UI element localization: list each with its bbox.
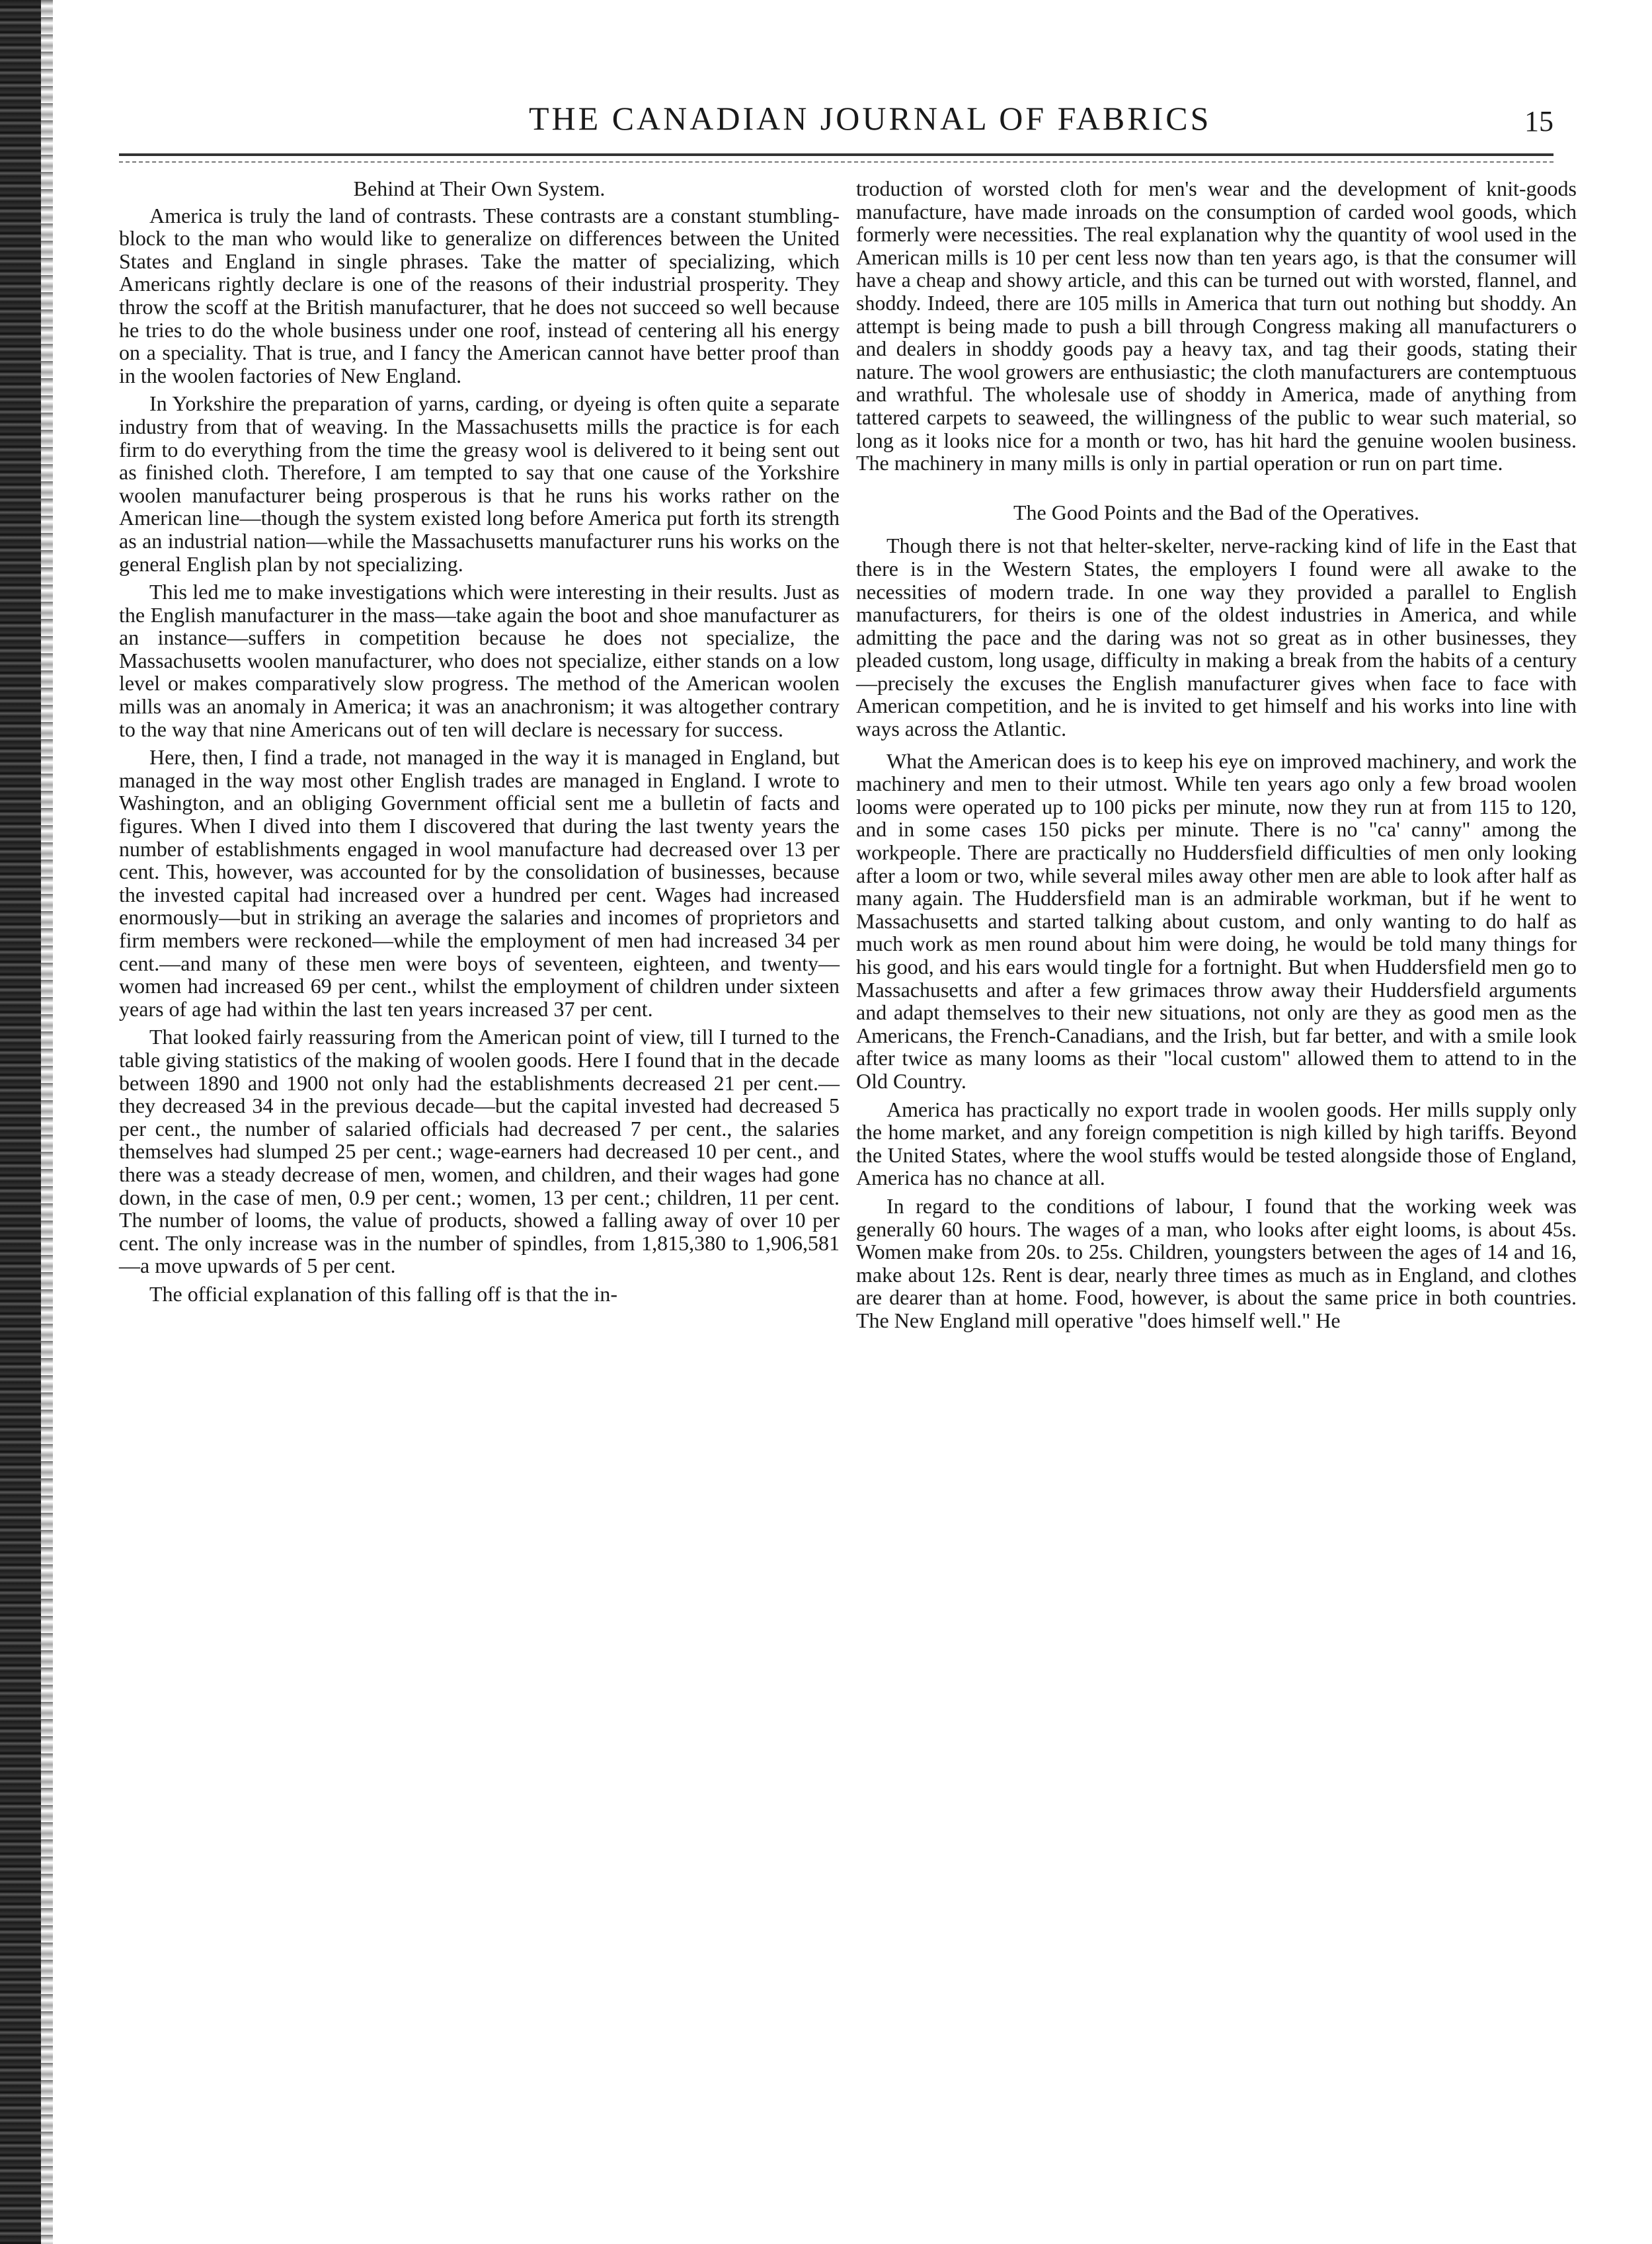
section-heading-operatives: The Good Points and the Bad of the Operatives. <box>1013 500 1420 524</box>
header-rule-dashed <box>119 161 1554 163</box>
page-number: 15 <box>1524 105 1554 138</box>
paragraph: America has practically no export trade in woolen goods. Her mills supply only the home market, and any foreign competition is nigh killed by high tariffs. Beyond the United States, where the wool stuffs would be tested alongside those of England, America has no chance at all. <box>856 1097 1577 1190</box>
paragraph-continuation: troduction of worsted cloth for men's wear and the development of knit-goods manufacture, have made inroads on the consumption of carded wool goods, which formerly were necessities. The real explanation why the quantity of wool used in the American mills is 10 per cent less now than ten years ago, is that the consumer will have a cheap and showy article, and this can be turned out with worsted, flannel, and shoddy. Indeed, there are 105 mills in America that turn out nothing but shoddy. An attempt is being made to push a bill through Congress making all manufacturers o and dealers in shoddy goods pay a heavy tax, and tag their goods, stating their nature. The wool growers are enthusiastic; the cloth manufacturers are contemptuous and wrathful. The wholesale use of shoddy in America, made of anything from tattered carpets to seaweed, the willingness of the public to wear such material, so long as it looks nice for a month or two, has hit hard the genuine woolen business. The machinery in many mills is only in partial operation or run on part time. <box>856 177 1577 475</box>
running-head <box>119 99 1554 152</box>
scan-binding-edge <box>0 0 41 2244</box>
left-column <box>119 177 840 1311</box>
section-heading-behind: Behind at Their Own System. <box>353 177 606 200</box>
paragraph: In regard to the conditions of labour, I found that the working week was generally 60 hours. The wages of a man, who looks after eight looms, is about 45s. Women make from 20s. to 25s. Children, youngsters between the ages of 14 and 16, make about 12s. Rent is dear, nearly three times as much as in England, and clothes are dearer than at home. Food, however, is about the same price in both countries. The New England mill operative "does himself well." He <box>856 1193 1577 1332</box>
paragraph: America is truly the land of contrasts. These contrasts are a constant stumbling-block to the man who would like to generalize on differences between the United States and England in single phrases. Take the matter of specializing, which Americans rightly declare is one of the reasons of their industrial prosperity. They throw the scoff at the British manufacturer, that he does not succeed so well because he tries to do the whole business under one roof, instead of centering all his energy on a speciality. That is true, and I fancy the American cannot have better proof than in the woolen factories of New England. <box>119 203 840 387</box>
right-column <box>856 177 1577 1338</box>
header-rule <box>119 153 1554 156</box>
paragraph: That looked fairly reassuring from the American point of view, till I turned to the table giving statistics of the making of woolen goods. Here I found that in the decade between 1890 and 1900 not only had the establishments decreased 21 per cent.—they decreased 34 in the previous decade—but the capital invested had decreased 5 per cent., the number of salaried officials had decreased 7 per cent., the salaries themselves had slumped 25 per cent.; wage-earners had decreased 10 per cent., and there was a steady decrease of men, women, and children, and their wages had gone down, in the case of men, 0.9 per cent.; women, 13 per cent.; children, 11 per cent. The number of looms, the value of products, showed a falling away of over 10 per cent. The only increase was in the number of spindles, from 1,815,380 to 1,906,581—a move upwards of 5 per cent. <box>119 1025 840 1278</box>
paragraph: Though there is not that helter-skelter, nerve-racking kind of life in the East that there is in the Western States, the employers I found were all awake to the necessities of modern trade. In one way they provided a parallel to English manufacturers, for theirs is one of the oldest industries in America, and while admitting the pace and the daring was not so great as in other businesses, they pleaded custom, long usage, difficulty in making a break from the habits of a century—precisely the excuses the English manufacturer gives when face to face with American competition, and he is invited to get himself and his works into line with ways across the Atlantic. <box>856 534 1577 741</box>
paragraph: This led me to make investigations which were interesting in their results. Just as the English manufacturer in the mass—take again the boot and shoe manufacturer as an instance—suffers in competition because he does not specialize, the Massachusetts woolen manufacturer, who does not specialize, either stands on a low level or makes comparatively slow progress. The method of the American woolen mills was an anomaly in America; it was an anachronism; it was altogether contrary to the way that nine Americans out of ten will declare is necessary for success. <box>119 580 840 741</box>
paragraph: The official explanation of this falling off is that the in- <box>149 1281 617 1306</box>
journal-title: THE CANADIAN JOURNAL OF FABRICS <box>529 100 1212 137</box>
paragraph: Here, then, I find a trade, not managed in the way it is managed in England, but managed in the way most other English trades are managed in England. I wrote to Washington, and an obliging Government official sent me a bulletin of facts and figures. When I dived into them I discovered that during the last twenty years the number of establishments engaged in wool manufacture had decreased over 13 per cent. This, however, was accounted for by the consolidation of businesses, because the invested capital had increased over a hundred per cent. Wages had increased enormously—but in striking an average the salaries and incomes of proprietors and firm members were reckoned—while the employment of men had increased 34 per cent.—and many of these men were boys of seventeen, eighteen, and twenty—women had increased 69 per cent., whilst the employment of children under sixteen years of age had within the last ten years increased 37 per cent. <box>119 745 840 1021</box>
paragraph: In Yorkshire the preparation of yarns, carding, or dyeing is often quite a separate industry from that of weaving. In the Massachusetts mills the practice is for each firm to do everything from the time the greasy wool is delivered to it being sent out as finished cloth. Therefore, I am tempted to say that one cause of the Yorkshire woolen manufacturer being prosperous is that he runs his works rather on the American line—though the system existed long before America put forth its strength as an industrial nation—while the Massachusetts manufacturer runs his works on the general English plan by not specializing. <box>119 391 840 576</box>
paragraph: What the American does is to keep his eye on improved machinery, and work the machinery and men to their utmost. While ten years ago only a few broad woolen looms were operated up to 100 picks per minute, now they run at from 115 to 120, and in some cases 150 picks per minute. There is no "ca' canny" among the workpeople. There are practically no Huddersfield difficulties of men only looking after a loom or two, while several miles away other men are able to look after half as many again. The Huddersfield man is an admirable workman, but if he went to Massachusetts and started talking about custom, and only wanting to do half as much work as men round about him were doing, he would be told many things for his good, and his ears would tingle for a fortnight. But when Huddersfield men go to Massachusetts and after a few grimaces throw away their Huddersfield arguments and adapt themselves to their new situations, not only are they as good men as the Americans, the French-Canadians, and the Irish, but far better, and with a smile look after twice as many looms as their "local custom" allowed them to attend to in the Old Country. <box>856 748 1577 1093</box>
